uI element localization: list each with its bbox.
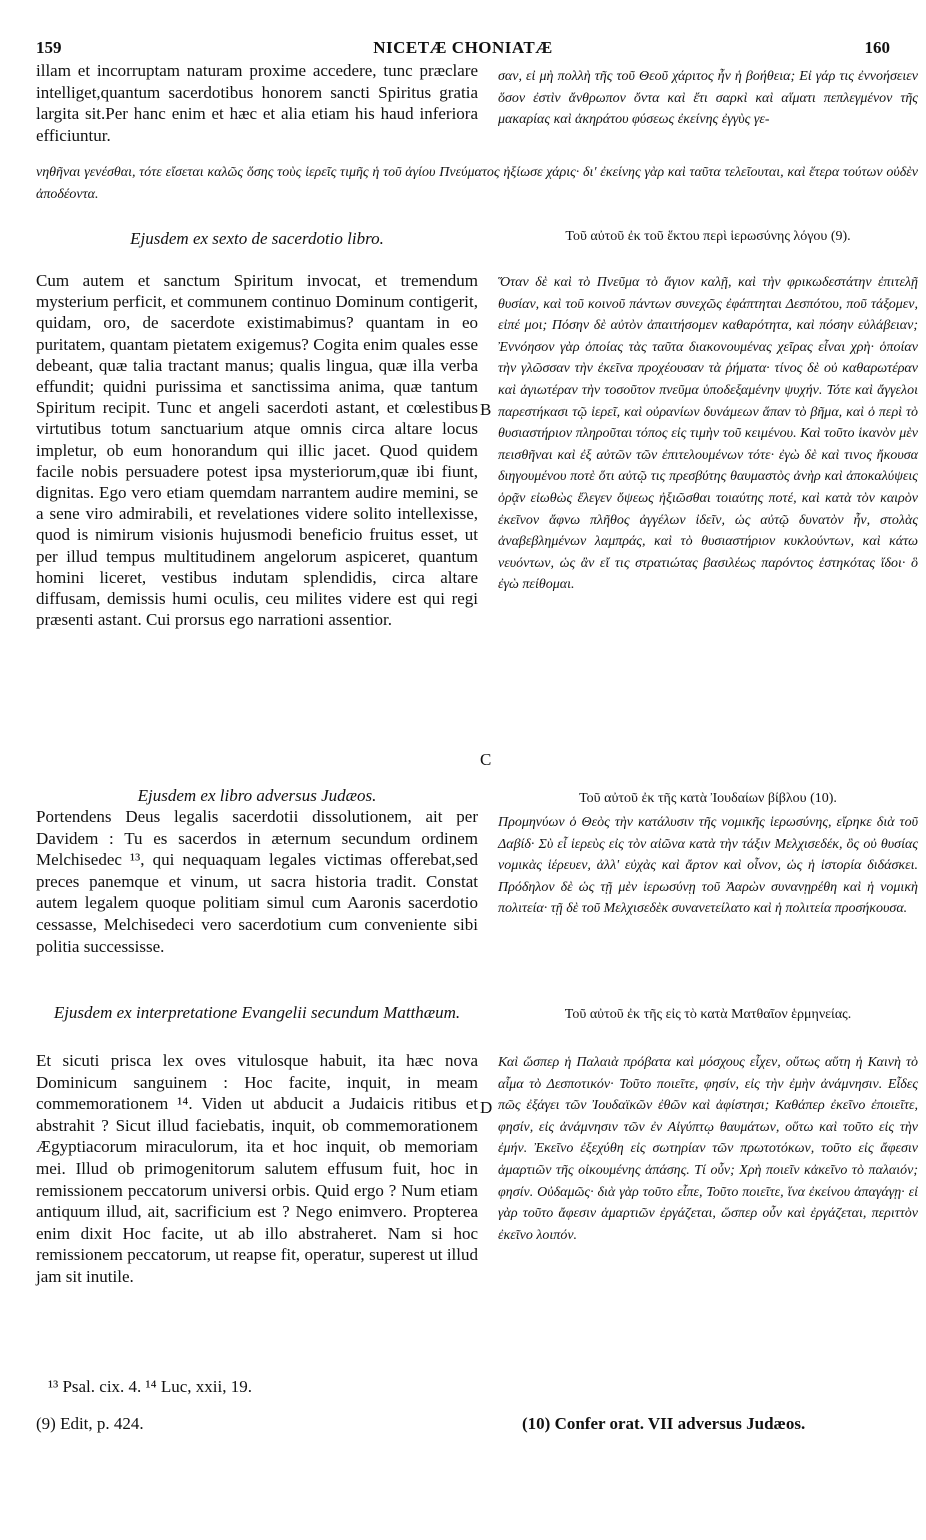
latin-continuation: illam et incorruptam naturam proxime accedere, tunc præclare intelliget,quantum sacerdotibus honorem sancti Spiritus gratia largita sit.Per hanc enim et hæc et alia etiam his haud inferiora efficiuntur. <box>36 61 478 145</box>
footnote-left: (9) Edit, p. 424. <box>36 1414 144 1433</box>
section-text-greek: Ὅταν δὲ καὶ τὸ Πνεῦμα τὸ ἅγιον καλῇ, καὶ τὴν φρικωδεστάτην ἐπιτελῇ θυσίαν, καὶ τοῦ κοινοῦ πάντων συνεχῶς ἐφάπτηται Δεσπότου, ποῦ τάξομεν, εἰπέ μοι; Πόσην δὲ αὐτὸν ἀπαιτήσομεν καθαρότητα, καὶ πόσην εὐλάβειαν; Ἐννόησον γὰρ ὁποίας τὰς ταῦτα διακονουμένας χεῖρας εἶναι χρὴ· ὁποίαν τὴν γλῶσσαν τὴν ἐκεῖνα προχέουσαν τὰ ῥήματα· τίνος δὲ οὐ καθαρωτέραν καὶ ἁγιωτέραν τὴν τοσοῦτον πνεῦμα ὑποδεξαμένην ψυχήν. Τότε καὶ ἄγγελοι παρεστήκασι τῷ ἱερεῖ, καὶ οὐρανίων δυνάμεων ἅπαν τὸ βῆμα, καὶ ὁ περὶ τὸ θυσιαστήριον πληροῦται τόπος εἰς τιμὴν τοῦ κειμένου. Καὶ τοῦτο ἱκανὸν μὲν πεισθῆναι καὶ ἐξ αὐτῶν τῶν ἐπιτελουμένων τότε· ἐγὼ δὲ καὶ τινος ἤκουσα διηγουμένου ποτὲ ὅτι αὐτῷ τις πρεσβύτης θαυμαστὸς ἀνὴρ καὶ ἀποκαλύψεις ὁρᾷν εἰωθὼς ἔλεγεν ὄψεως ἠξιῶσθαι τοιαύτης ποτέ, καὶ κατὰ τὸν καιρὸν ἐκεῖνον ἄφνω πλῆθος ἀγγέλων ἰδεῖν, ὡς αὐτῷ δυνατὸν ἦν, στολὰς ἀναβεβλημένων λαμπράς, καὶ τὸ θυσιαστήριον κυκλούντων, καὶ κάτω νευόντων, ὡς ἂν εἴ τις στρατιώτας βασιλέως παρόντος ἑστηκότας ἴδοι· ὃ ἐγὼ πείθομαι. <box>498 275 918 593</box>
margin-marker: C <box>480 750 492 769</box>
section-text-greek: Προμηνύων ὁ Θεὸς τὴν κατάλυσιν τῆς νομικῆς ἱερωσύνης, εἴρηκε διὰ τοῦ Δαβίδ· Σὺ εἶ ἱερεὺς εἰς τὸν αἰῶνα κατὰ τὴν τάξιν Μελχισεδέκ, ὃς οὐ θυσίας νομικὰς ἱέρευεν, ἀλλ' εὐχὰς καὶ ἄρτον καὶ οἶνον, ὡς ἡ ἱστορία διδάσκει. Πρόδηλον δὲ ὡς τῇ μὲν ἱερωσύνῃ τοῦ Ἀαρὼν συνανῃρέθη καὶ ἡ νομικὴ πολιτεία· τῇ δὲ τοῦ Μελχισεδὲκ συνανετείλατο καὶ ἡ πολιτεία προσήκουσα. <box>498 815 918 917</box>
greek-continuation-span: νηθῆναι γενέσθαι, τότε εἴσεται καλῶς ὅσης τοὺς ἱερεῖς τιμῆς ἡ τοῦ ἁγίου Πνεύματος ἠξίωσε χάρις· δι' ἐκείνης γὰρ καὶ ταῦτα τελεῖουται, καὶ ἕτερα τούτων οὐδὲν ἀποδέοντα. <box>36 165 918 202</box>
page-number-left: 159 <box>36 38 62 57</box>
section-text-latin: Portendens Deus legalis sacerdotii dissolutionem, ait per Davidem : Tu es sacerdos in æternum secundum ordinem Melchisedec ¹³, qui nequaquam legales victimas offerebat,sed preces panemque et vinum, ut sacra historia tradit. Constat autem legalem quoque politiam simul cum Aaronis sacerdotio cessasse, Melchisedeci vero sacerdotium cum conveniente sibi politia successisse. <box>36 807 478 956</box>
section-heading-latin: Ejusdem ex interpretatione Evangelii secundum Matthæum. <box>53 1003 461 1022</box>
section-heading-greek: Τοῦ αὐτοῦ ἐκ τοῦ ἕκτου περὶ ἱερωσύνης λόγου (9). <box>565 229 851 244</box>
section-heading-latin: Ejusdem ex sexto de sacerdotio libro. <box>130 229 384 248</box>
section-text-latin: Et sicuti prisca lex oves vitulosque habuit, ita hæc nova Dominicum sanguinem : Hoc facite, inquit, in meam commemorationem ¹⁴. Viden ut abducit a Judaicis ritibus et abstrahit ? Sicut illud faciebatis, inquit, ob commemorationem Ægyptiacorum miraculorum, ita et hoc inquit, ob memoriam mei. Illud ob primogenitorum salutem effusum fuit, hoc in remissionem peccatorum universi orbis. Quid ergo ? Num etiam antiquum illud, ait, sacrificium est ? Nego enimvero. Propterea enim dixit Hoc facite, ut ab illo abstraheret. Nam si hoc remissionem peccatorum, ut reapse fit, operatur, superest ut illud jam sit inutile. <box>36 1051 478 1286</box>
section-heading-greek: Τοῦ αὐτοῦ ἐκ τῆς εἰς τὸ κατὰ Ματθαῖον ἑρμηνείας. <box>564 1007 852 1022</box>
running-title: NICETÆ CHONIATÆ <box>373 38 553 57</box>
footnote-right: (10) Confer orat. VII adversus Judæos. <box>522 1414 806 1433</box>
margin-marker: B <box>480 400 492 419</box>
section-heading-latin: Ejusdem ex libro adversus Judæos. <box>137 786 377 805</box>
greek-continuation: σαν, εἰ μὴ πολλὴ τῆς τοῦ Θεοῦ χάριτος ἦν ἡ βοήθεια; Εἰ γάρ τις ἐννοήσειεν ὅσον ἐστὶν ἄνθρωπον ὄντα καὶ ἔτι σαρκὶ καὶ αἵματι πεπλεγμένον τῆς μακαρίας καὶ ἀκηράτου φύσεως ἐκείνης ἐγγὺς γε- <box>498 69 918 128</box>
section-heading-greek: Τοῦ αὐτοῦ ἐκ τῆς κατὰ Ἰουδαίων βίβλου (10). <box>579 791 837 806</box>
section-text-greek: Καὶ ὥσπερ ἡ Παλαιὰ πρόβατα καὶ μόσχους εἶχεν, οὕτως αὕτη ἡ Καινὴ τὸ αἷμα τὸ Δεσποτικόν· Τοῦτο ποιεῖτε, φησίν, εἰς τὴν ἐμὴν ἀνάμνησιν. Εἶδες πῶς ἐξάγει τῶν Ἰουδαϊκῶν ἐθῶν καὶ ἀφίστησι; Καθάπερ ἐκεῖνο ἐποιεῖτε, φησίν, εἰς ἀνάμνησιν τῶν ἐν Αἰγύπτῳ θαυμάτων, οὕτω καὶ τοῦτο εἰς τὴν ἐμήν. Ἐκεῖνο ἐξεχύθη εἰς σωτηρίαν τῶν πρωτοτόκων, τοῦτο εἰς ἄφεσιν ἁμαρτιῶν τῆς οἰκουμένης ἁπάσης. Τί οὖν; Χρὴ ποιεῖν κἀκεῖνο τὸ παλαιόν; φησίν. Οὐδαμῶς· διὰ γὰρ τοῦτο εἶπε, Τοῦτο ποιεῖτε, ἵνα ἐκείνου ἀπαγάγῃ· εἰ γὰρ τοῦτο ἄφεσιν ἁμαρτιῶν ἐργάζεται, ὥσπερ οὖν καὶ ἐργάζεται, περιττὸν ἐκεῖνο λοιπόν. <box>498 1055 918 1243</box>
page-number-right: 160 <box>864 38 890 57</box>
scripture-footnotes: ¹³ Psal. cix. 4. ¹⁴ Luc, xxii, 19. <box>48 1377 252 1396</box>
section-text-latin: Cum autem et sanctum Spiritum invocat, et tremendum mysterium perficit, et communem continuo Dominum contigerit, quidam, oro, de sacerdote existimabimus? quantam in eo puritatem, quantam pietatem exigemus? Cogita enim quales esse debeant, quæ talia tractant manus; qualis lingua, quæ illa verba effundit; quidni purissima et sanctissima anima, quæ tantum Spiritum recipit. Tunc et angeli sacerdoti astant, et cœlestibus virtutibus totum sanctuarium atque omnis circa altare locus impletur, ob eum honorandum qui illic jacet. Quod quidem facile nobis persuadere potest ipsa mysteriorum,quæ ibi fiunt, dignitas. Ego vero etiam quemdam narrantem audire memini, se a sene viro admirabili, et revelationes videre solito intellexisse, quod is nimirum visionis hujusmodi beneficio fruitus esset, ut per illud tempus multitudinem angelorum aspiceret, quantum homini liceret, vestibus indutam splendidis, circa altare diffusam, demissis humi oculis, ceu milites videre est qui regi præsenti astant. Cui prorsus ego narrationi assentior. <box>36 271 478 630</box>
margin-marker: D <box>480 1098 493 1117</box>
